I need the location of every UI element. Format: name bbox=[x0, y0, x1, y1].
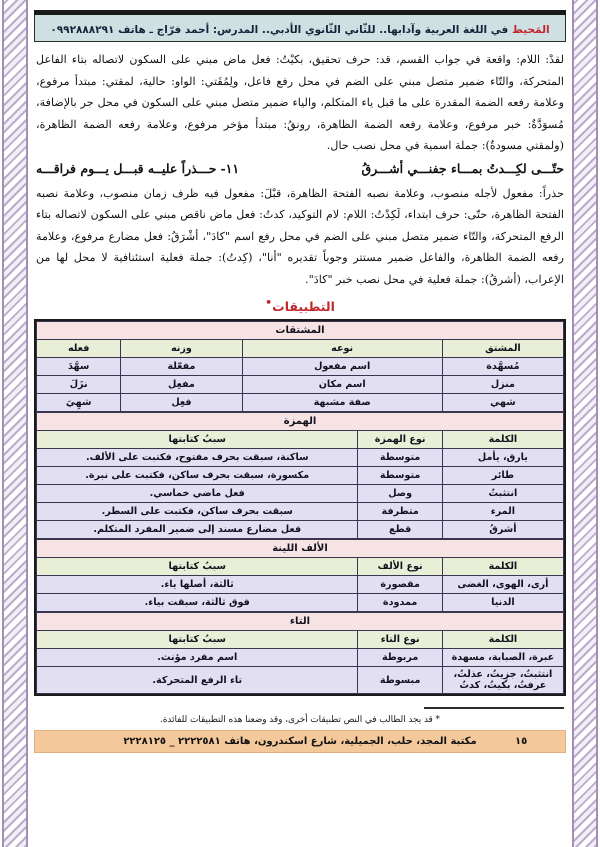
table-cell: اسم مفرد مؤنث. bbox=[37, 649, 358, 667]
column-header: الكلمة bbox=[442, 431, 563, 449]
verse-hemistich-second: حتّـــى لكِـــدتُ بمـــاء جفنـــي أشـــرقُ bbox=[361, 160, 564, 176]
column-header: فعله bbox=[37, 340, 121, 358]
section-title: المشتقات bbox=[37, 322, 564, 340]
table-column-headers bbox=[37, 558, 564, 576]
column-header: نوع الألف bbox=[358, 558, 442, 576]
table-cell: مبسوطة bbox=[358, 667, 442, 694]
table-cell: مكسورة، سبقت بحرف ساكن، فكتبت على نبرة. bbox=[37, 467, 358, 485]
decorative-border-right bbox=[572, 0, 598, 847]
table-cell: ثالثة، أصلها ياء. bbox=[37, 576, 358, 594]
table-row bbox=[37, 649, 564, 667]
paragraph-text-2: حذراً: مفعول لأجله منصوب، وعلامة نصبه الفتحة الظاهرة، قبْلَ: مفعول فيه ظرف زمان منصوب، وعلامة نصبه الفتحة الظاهرة، حتّى: حرف ابتداء، لَكِدْتُ: اللام: لام التوكيد، كدتُ: فعل ماض ناقص مبني على السكون لاتصاله بتاء الرفع المتحركة، والتّاء ضمير متصل مبني على الضم في محل رفع اسم "كادَ"، أشْرَقُ: فعل مضارع مرفوع، وعلامة رفعه الضمة الظاهرة، والفاعل ضمير مستتر وجوباً تقديره "أنا"، (كِدتُ): جملة فعلية استئنافية لا محل لها من الإعراب، (أشرقُ): جملة فعلية في محل نصب خبر "كادَ". bbox=[36, 186, 564, 286]
page-header-banner bbox=[34, 15, 566, 42]
analysis-paragraph-1 bbox=[36, 49, 564, 157]
footnote-text: * قد يجد الطالب في النص تطبيقات أخرى، وقد وضعنا هذه التطبيقات للفائدة. bbox=[160, 715, 440, 726]
footnote-marker-icon: • bbox=[265, 296, 273, 309]
table-al-taa bbox=[36, 612, 564, 694]
table-cell: عبرة، الصبابة، مسهدة bbox=[442, 649, 563, 667]
table-cell: سهَّدَ bbox=[37, 358, 121, 376]
table-cell: قطع bbox=[358, 521, 442, 539]
table-cell: متوسطة bbox=[358, 467, 442, 485]
verse-number: ١١- bbox=[220, 160, 240, 176]
table-cell: تاء الرفع المتحركة. bbox=[37, 667, 358, 694]
table-section-header bbox=[37, 413, 564, 431]
column-header: وزنه bbox=[121, 340, 242, 358]
footnote-separator bbox=[424, 707, 564, 709]
table-row bbox=[37, 667, 564, 694]
table-cell: فوق ثالثة، سبقت بياء. bbox=[37, 594, 358, 612]
table-cell: مفعِل bbox=[121, 376, 242, 394]
table-cell: شهي bbox=[442, 394, 563, 412]
paragraph-text-1: لقدْ: اللام: واقعة في جواب القسم، قد: حرف تحقيق، بكيْتُ: فعل ماض مبني على السكون لاتصاله بتاء الفاعل المتحركة، والتّاء ضمير متصل مبني على الضم في محل رفع فاعل، ولِمُقَتي: الواو: حالية، لمقتي: مبتدأ مرفوع، وعلامة رفعه الضمة المقدرة على ما قبل ياء المتكلم، والياء ضمير متصل مبني على السكون في محل جر بالإضافة، مُسوَدَّةٌ: خبر مرفوع، وعلامة رفعه الضمة الظاهرة، رونقُ: مبتدأ مؤخر مرفوع، وعلامة رفعه الضمة الظاهرة، (ولمقتي مسودةٌ): جملة اسمية في محل نصب حال. bbox=[36, 53, 564, 152]
publisher-info: مكتبة المجد، حلب، الجميلية، شارع اسكندرون، هاتف ٢٢٢٢٥٨١ _ ٢٢٢٨١٢٥ bbox=[123, 736, 477, 748]
table-cell: فعل مضارع مسند إلى ضمير المفرد المتكلم. bbox=[37, 521, 358, 539]
table-section-header bbox=[37, 613, 564, 631]
section-title: التاء bbox=[37, 613, 564, 631]
table-cell: أشرقُ bbox=[442, 521, 563, 539]
table-cell: مفعّلة bbox=[121, 358, 242, 376]
column-header: نوع الهمزة bbox=[358, 431, 442, 449]
table-column-headers bbox=[37, 340, 564, 358]
table-cell: فعل ماضي خماسي. bbox=[37, 485, 358, 503]
analysis-paragraph-2 bbox=[36, 183, 564, 291]
column-header: المشتق bbox=[442, 340, 563, 358]
section-title: الهمزة bbox=[37, 413, 564, 431]
table-section-header bbox=[37, 540, 564, 558]
table-cell: متطرفة bbox=[358, 503, 442, 521]
table-cell: المرء bbox=[442, 503, 563, 521]
table-row bbox=[37, 358, 564, 376]
header-title-rest: في اللغة العربية وآدابها.. للثّاني الثّانوي الأدبي.. المدرس: أحمد فرّاج ـ هاتف ٠٩٩٢٨٨٨٢٩١ bbox=[50, 24, 512, 36]
section-title: الألف اللينة bbox=[37, 540, 564, 558]
table-cell: اسم مفعول bbox=[242, 358, 442, 376]
applications-heading-text: التطبيقات bbox=[272, 299, 335, 315]
table-row bbox=[37, 394, 564, 412]
table-cell: منزل bbox=[442, 376, 563, 394]
header-title-highlight: المَحيط bbox=[511, 24, 550, 36]
table-cell: ساكنة، سبقت بحرف مفتوح، فكتبت على الألف. bbox=[37, 449, 358, 467]
column-header: سببُ كتابتها bbox=[37, 431, 358, 449]
table-column-headers bbox=[37, 431, 564, 449]
table-cell: سبقت بحرف ساكن، فكتبت على السطر. bbox=[37, 503, 358, 521]
page-content bbox=[32, 0, 568, 847]
table-cell: مقصورة bbox=[358, 576, 442, 594]
verse-hemistich-first bbox=[36, 161, 239, 176]
table-cell: ممدودة bbox=[358, 594, 442, 612]
table-row bbox=[37, 503, 564, 521]
table-row bbox=[37, 467, 564, 485]
table-row bbox=[37, 485, 564, 503]
page-number: ١٥ bbox=[515, 736, 528, 748]
table-cell: متوسطة bbox=[358, 449, 442, 467]
applications-tables-frame bbox=[34, 319, 566, 696]
table-al-hamza bbox=[36, 412, 564, 539]
column-header: نوع التاء bbox=[358, 631, 442, 649]
table-al-mushtaqqat bbox=[36, 321, 564, 412]
table-cell: مربوطة bbox=[358, 649, 442, 667]
table-cell: فعِل bbox=[121, 394, 242, 412]
column-header: الكلمة bbox=[442, 558, 563, 576]
table-column-headers bbox=[37, 631, 564, 649]
verse-hemistich-first-text: حـــذراً عليــه قبـــل يـــوم فراقـــه bbox=[36, 160, 217, 176]
table-cell: مُسهَّدة bbox=[442, 358, 563, 376]
table-cell: يارق، يأمل bbox=[442, 449, 563, 467]
table-cell: نزَلَ bbox=[37, 376, 121, 394]
table-section-header bbox=[37, 322, 564, 340]
table-row bbox=[37, 376, 564, 394]
column-header: الكلمة bbox=[442, 631, 563, 649]
table-al-alif-al-layyina bbox=[36, 539, 564, 612]
table-cell: اسم مكان bbox=[242, 376, 442, 394]
table-row bbox=[37, 594, 564, 612]
table-row bbox=[37, 576, 564, 594]
table-row bbox=[37, 521, 564, 539]
table-cell: انتثبتُ bbox=[442, 485, 563, 503]
table-cell: أرى، الهوى، الغضى bbox=[442, 576, 563, 594]
table-cell: صفة مشبهة bbox=[242, 394, 442, 412]
decorative-border-left bbox=[2, 0, 28, 847]
column-header: سببُ كتابتها bbox=[37, 631, 358, 649]
table-cell: انتثبتُ، جزِيتُ، عذلتُ، عرفتُ، بكيتُ، كدتُ bbox=[442, 667, 563, 694]
table-cell: الدنيا bbox=[442, 594, 563, 612]
page-footer-bar bbox=[34, 730, 566, 753]
table-cell: طائر bbox=[442, 467, 563, 485]
table-cell: شهِيَ bbox=[37, 394, 121, 412]
table-cell: وصل bbox=[358, 485, 442, 503]
table-row bbox=[37, 449, 564, 467]
poetry-verse-11 bbox=[36, 161, 564, 176]
applications-heading bbox=[32, 296, 568, 314]
column-header: نوعه bbox=[242, 340, 442, 358]
column-header: سببُ كتابتها bbox=[37, 558, 358, 576]
